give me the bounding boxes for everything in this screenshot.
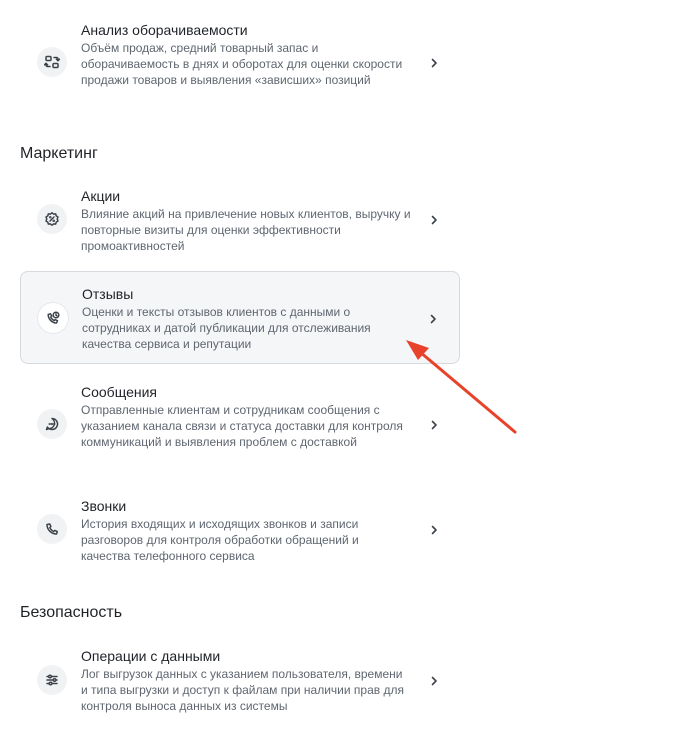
chevron-right-icon xyxy=(428,213,440,225)
report-item-messages[interactable] xyxy=(20,376,460,472)
report-item-title: Отзывы xyxy=(82,286,134,302)
report-item-data-operations[interactable] xyxy=(20,640,460,720)
section-title-security: Безопасность xyxy=(20,604,123,621)
report-item-title: Анализ оборачиваемости xyxy=(81,22,248,38)
report-item-title: Операции с данными xyxy=(81,648,221,664)
chevron-right-icon xyxy=(427,312,439,324)
sliders-icon xyxy=(37,665,67,695)
section-title-marketing: Маркетинг xyxy=(20,145,98,162)
phone-icon xyxy=(37,514,67,544)
chevron-right-icon xyxy=(428,674,440,686)
report-item-title: Акции xyxy=(81,188,121,204)
report-item-description: История входящих и исходящих звонков и записи разговоров для контроля обработки обращений и качества телефонного сервиса xyxy=(81,517,359,563)
report-item-title: Звонки xyxy=(81,498,127,514)
report-item-description: Оценки и тексты отзывов клиентов с данными о сотрудниках и датой публикации для отслеживания качества сервиса и репутации xyxy=(82,305,371,351)
report-item-description: Лог выгрузок данных с указанием пользователя, времени и типа выгрузки и доступ к файлам при наличии прав для контроля выноса данных из системы xyxy=(81,667,404,713)
chevron-right-icon xyxy=(428,56,440,68)
turnover-icon xyxy=(37,47,67,77)
chevron-right-icon xyxy=(428,418,440,430)
report-item-description: Влияние акций на привлечение новых клиентов, выручку и повторные визиты для оценки эффективности промоактивностей xyxy=(81,207,411,253)
chevron-right-icon xyxy=(428,523,440,535)
chat-bubble-icon xyxy=(37,409,67,439)
report-item-title: Сообщения xyxy=(81,384,157,400)
report-item-reviews[interactable] xyxy=(20,271,460,364)
report-item-promotions[interactable] xyxy=(20,180,460,260)
report-item-description: Отправленные клиентам и сотрудникам сообщения с указанием канала связи и статуса доставки для контроля коммуникаций и выявления проблем с доставкой xyxy=(81,403,403,449)
promo-badge-icon xyxy=(37,204,67,234)
reviews-icon xyxy=(38,303,68,333)
report-item-turnover[interactable] xyxy=(20,14,460,110)
report-item-description: Объём продаж, средний товарный запас и оборачиваемость в днях и оборотах для оценки скорости продажи товаров и выявления «зависших» позиций xyxy=(81,41,403,87)
report-item-calls[interactable] xyxy=(20,490,460,570)
